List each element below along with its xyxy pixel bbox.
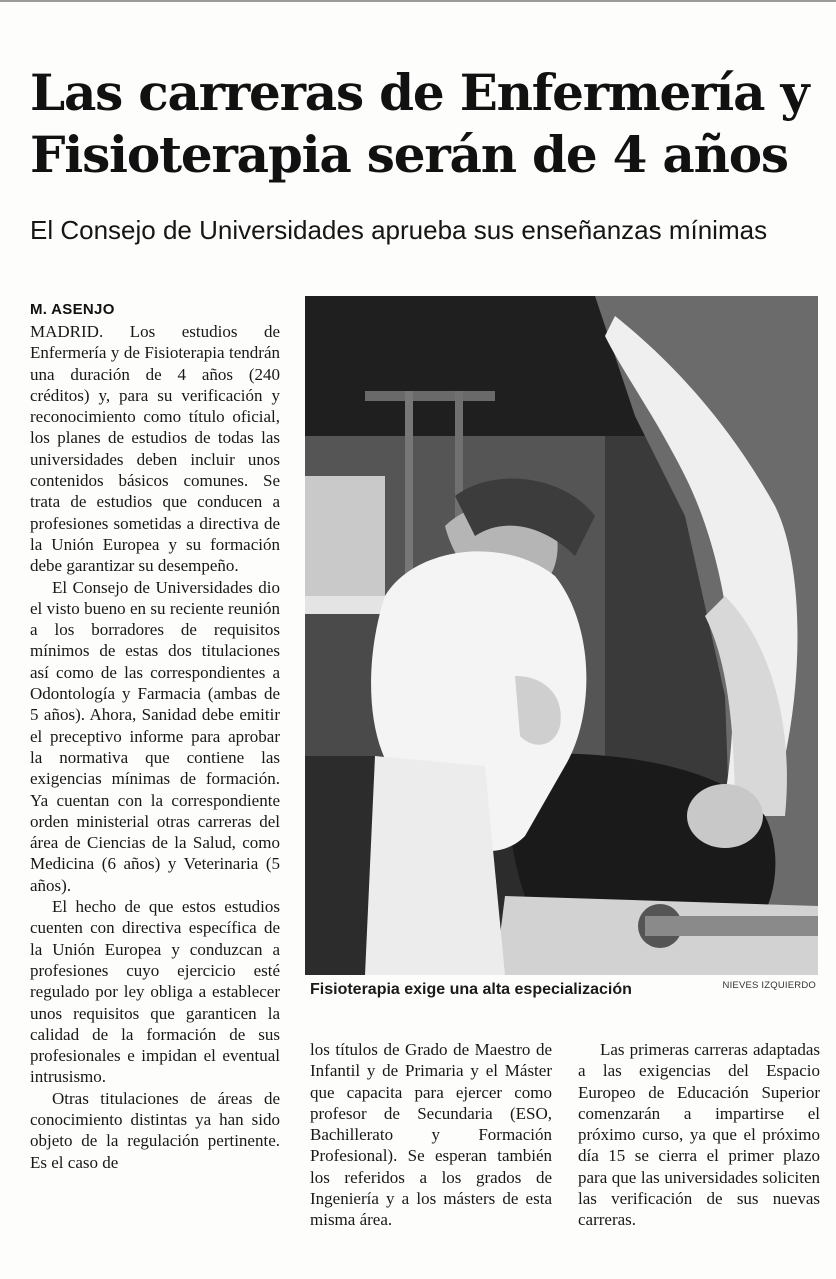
article-column-2	[310, 1039, 552, 1269]
headline: Las carreras de Enfermería y Fisioterapia serán de 4 años	[30, 63, 809, 184]
body-paragraph: MADRID. Los estudios de Enfermería y de Fisioterapia tendrán una duración de 4 años (240 créditos) y, para su verificación y reconocimiento como título oficial, los planes de estudios de todas las universidades deben incluir unos contenidos básicos comunes. Se trata de estudios que conducen a profesiones sometidas a directiva de la Unión Europea y su formación debe garantizar su desempeño.	[30, 322, 280, 576]
photo-credit: NIEVES IZQUIERDO	[722, 980, 816, 991]
body-paragraph: Otras titulaciones de áreas de conocimiento distintas ya han sido objeto de la regulación pertinente. Es el caso de	[30, 1088, 280, 1172]
photo-caption: Fisioterapia exige una alta especialización	[310, 981, 632, 998]
subheadline: El Consejo de Universidades aprueba sus enseñanzas mínimas	[30, 215, 768, 245]
article-column-1	[30, 321, 280, 1261]
body-paragraph: Las primeras carreras adaptadas a las exigencias del Espacio Europeo de Educación Superior comenzarán a impartirse el próximo curso, ya que el próximo día 15 se cierra el primer plazo para que las universidades soliciten las verificación de sus nuevas carreras.	[578, 1040, 820, 1230]
top-rule	[0, 0, 836, 2]
article-column-3	[578, 1039, 820, 1269]
byline: M. ASENJO	[30, 301, 115, 318]
news-photo	[305, 296, 818, 975]
body-paragraph: El hecho de que estos estudios cuenten con directiva específica de la Unión Europea y conduzcan a profesiones cuyo ejercicio esté regulado por ley obliga a establecer unos requisitos que garanticen la calidad de la formación de sus profesionales e impidan el eventual intrusismo.	[30, 897, 280, 1087]
body-paragraph: El Consejo de Universidades dio el visto bueno en su reciente reunión a los borradores de requisitos mínimos de estas dos titulaciones así como de las correspondientes a Odontología y Farmacia (ambas de 5 años). Ahora, Sanidad debe emitir el preceptivo informe para aprobar la normativa que contiene las exigencias mínimas de formación. Ya cuentan con la correspondiente orden ministerial otras carreras del área de Ciencias de la Salud, como Medicina (6 años) y Veterinaria (5 años).	[30, 577, 280, 895]
body-paragraph: los títulos de Grado de Maestro de Infantil y de Primaria y el Máster que capacita para ejercer como profesor de Secundaria (ESO, Bachillerato y Formación Profesional). Se esperan también los referidos a los grados de Ingeniería y a los másters de esta misma área.	[310, 1040, 552, 1230]
